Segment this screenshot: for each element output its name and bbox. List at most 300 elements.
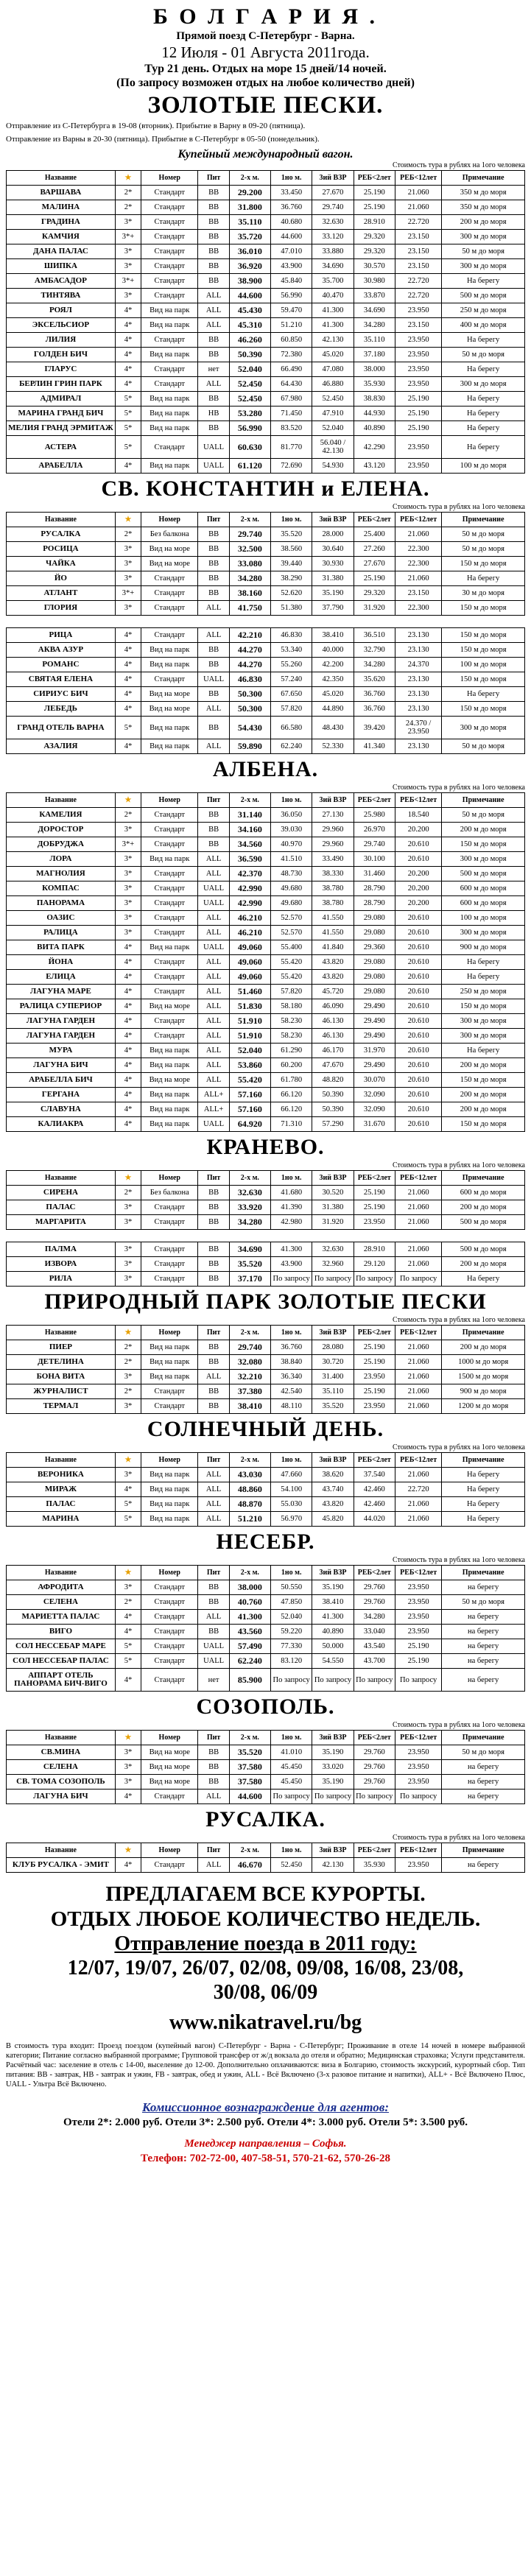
stars: 2*: [115, 186, 141, 200]
stars: 3*: [115, 1272, 141, 1287]
price-single: 55.420: [271, 970, 312, 985]
website-link[interactable]: www.nikatravel.ru/bg: [169, 2011, 362, 2034]
board: BB: [198, 1580, 229, 1595]
board: BB: [198, 717, 229, 739]
column-header: 3ий ВЗР: [312, 1326, 354, 1340]
price-child-12: 23.950: [395, 1775, 441, 1790]
room-type: Стандарт: [141, 926, 198, 940]
stars: 3*: [115, 601, 141, 616]
price-child-2: 29.490: [354, 999, 395, 1014]
price-child-2: 37.180: [354, 348, 395, 362]
price-child-2: 23.950: [354, 1399, 395, 1414]
price-child-12: По запросу: [395, 1669, 441, 1692]
price-child-12: 23.950: [395, 348, 441, 362]
column-header: РЕБ<2лет: [354, 1453, 395, 1468]
hotel-name: ЭКСЕЛЬСИОР: [7, 318, 116, 333]
hotel-name: АТЛАНТ: [7, 586, 116, 601]
room-type: Стандарт: [141, 1399, 198, 1414]
price-double: 52.450: [229, 377, 270, 392]
price-child-12: 23.950: [395, 436, 441, 459]
board: BB: [198, 1340, 229, 1355]
price-single: 38.840: [271, 1355, 312, 1370]
price-single: 53.340: [271, 643, 312, 658]
stars: 3*: [115, 1399, 141, 1414]
price-child-2: 29.080: [354, 926, 395, 940]
hotel-name: ВИТА ПАРК: [7, 940, 116, 955]
price-child-12: 25.190: [395, 421, 441, 436]
stars: 4*: [115, 1014, 141, 1029]
price-single: 45.450: [271, 1775, 312, 1790]
room-type: Стандарт: [141, 1654, 198, 1669]
column-header: Пит: [198, 171, 229, 186]
price-extra-adult: 41.550: [312, 926, 354, 940]
price-child-12: 23.130: [395, 739, 441, 754]
price-child-12: 20.610: [395, 1044, 441, 1058]
commission-title: Комиссионное вознаграждение для агентов:: [141, 2100, 390, 2114]
note: 500 м до моря: [442, 289, 525, 303]
column-header: Пит: [198, 1326, 229, 1340]
stars: 4*: [115, 955, 141, 970]
price-child-2: 31.460: [354, 867, 395, 881]
board: ALL: [198, 702, 229, 717]
price-double: 42.210: [229, 628, 270, 643]
price-child-2: 29.760: [354, 1775, 395, 1790]
column-header: Название: [7, 1566, 116, 1580]
price-child-2: 29.490: [354, 1014, 395, 1029]
fine-print: В стоимость тура входит: Проезд поездом (купейный вагон) С-Петербург - Варна - С-Петербург; Проживание в отеле 14 ночей в номере выбранной категории; Питание согласно выбранной программе; Групповой трансфер от ж/д вокзала до отеля и обратно; Медицинская страховка; Услуги представителя. Расчётный час: заселение в отель с 14-00, выселение до 12-00. Дополнительно оплачиваются: виза в Болгарию, стоимость экскурсий, курортный сбор. Тип питания: BB - завтрак, HB - завтрак и ужин, FB - завтрак, обед и ужин, ALL - Всё Включено (3-х разовое питание и напитки), ALL+ - Всё Включено Плюс, UALL - Ультра Всё Включено.: [6, 2042, 525, 2088]
price-double: 35.520: [229, 1745, 270, 1760]
table-row: [7, 658, 525, 672]
price-single: 55.420: [271, 955, 312, 970]
table-caption: Стоимость тура в рублях на 1ого человека: [393, 1556, 525, 1564]
star-icon: ★: [115, 1843, 141, 1858]
hotel-name: СВ. ТОМА СОЗОПОЛЬ: [7, 1775, 116, 1790]
note: 600 м до моря: [442, 896, 525, 911]
price-extra-adult: По запросу: [312, 1669, 354, 1692]
price-child-12: 23.150: [395, 230, 441, 244]
price-single: 36.340: [271, 1370, 312, 1384]
board: BB: [198, 823, 229, 837]
price-extra-adult: По запросу: [312, 1790, 354, 1804]
price-double: 61.120: [229, 459, 270, 474]
stars: 3*: [115, 244, 141, 259]
price-child-12: 21.060: [395, 1468, 441, 1482]
column-header: Номер: [141, 1326, 198, 1340]
price-child-12: 20.610: [395, 1058, 441, 1073]
price-child-2: 43.700: [354, 1654, 395, 1669]
price-single: 43.900: [271, 1257, 312, 1272]
price-extra-adult: 29.960: [312, 837, 354, 852]
departure-info-1: Отправление из С-Петербурга в 19-08 (вторник). Прибытие в Варну в 09-20 (пятница).: [6, 122, 306, 130]
note: 1200 м до моря: [442, 1399, 525, 1414]
price-double: 38.900: [229, 274, 270, 289]
price-child-12: 25.190: [395, 407, 441, 421]
price-child-2: 29.320: [354, 586, 395, 601]
price-child-12: 20.610: [395, 955, 441, 970]
board: ALL: [198, 867, 229, 881]
column-header: Название: [7, 1453, 116, 1468]
price-child-2: 29.490: [354, 1058, 395, 1073]
hotel-name: МЕЛИЯ ГРАНД ЭРМИТАЖ: [7, 421, 116, 436]
column-header: РЕБ<12лет: [395, 1843, 441, 1858]
board: ALL: [198, 999, 229, 1014]
room-type: Вид на море: [141, 542, 198, 557]
table-row: [7, 896, 525, 911]
hotel-name: МАРИНА: [7, 1512, 116, 1527]
column-header: Название: [7, 1843, 116, 1858]
hotel-name: ЧАЙКА: [7, 557, 116, 571]
price-child-12: 20.610: [395, 1102, 441, 1117]
note: 500 м до моря: [442, 1242, 525, 1257]
table-row: [7, 1186, 525, 1200]
note: На берегу: [442, 421, 525, 436]
board: UALL: [198, 459, 229, 474]
board: ALL: [198, 1468, 229, 1482]
stars: 3*: [115, 867, 141, 881]
board: ALL: [198, 1610, 229, 1625]
price-child-12: 21.060: [395, 527, 441, 542]
hotel-name: ЛЕБЕДЬ: [7, 702, 116, 717]
table-caption: Стоимость тура в рублях на 1ого человека: [393, 161, 525, 169]
room-type: Вид на парк: [141, 852, 198, 867]
price-child-2: 25.190: [354, 1186, 395, 1200]
page-title: Б О Л Г А Р И Я .: [152, 4, 379, 29]
price-child-2: 25.190: [354, 1200, 395, 1215]
note: 50 м до моря: [442, 348, 525, 362]
board: UALL: [198, 436, 229, 459]
price-single: 57.240: [271, 672, 312, 687]
price-child-12: 21.060: [395, 571, 441, 586]
note: На берегу: [442, 333, 525, 348]
column-header: Название: [7, 1731, 116, 1745]
price-single: 72.380: [271, 348, 312, 362]
stars: 3*: [115, 823, 141, 837]
column-header: Название: [7, 171, 116, 186]
note: 1000 м до моря: [442, 1355, 525, 1370]
price-child-2: 38.000: [354, 362, 395, 377]
room-type: Вид на парк: [141, 1117, 198, 1132]
column-header: 1но м.: [271, 1566, 312, 1580]
price-single: 41.300: [271, 1242, 312, 1257]
stars: 3*: [115, 571, 141, 586]
table-row: [7, 867, 525, 881]
table-row: [7, 852, 525, 867]
board: ALL: [198, 926, 229, 940]
table-row: [7, 672, 525, 687]
price-child-12: 20.200: [395, 896, 441, 911]
price-extra-adult: 32.630: [312, 215, 354, 230]
price-extra-adult: 46.130: [312, 1014, 354, 1029]
price-single: 36.760: [271, 200, 312, 215]
hotel-name: ПАЛМА: [7, 1242, 116, 1257]
dates-line: 12 Июля - 01 Августа 2011года.: [161, 43, 370, 61]
price-double: 33.920: [229, 1200, 270, 1215]
hotel-name: ДАНА ПАЛАС: [7, 244, 116, 259]
column-header: Примечание: [442, 171, 525, 186]
table-row: [7, 186, 525, 200]
price-extra-adult: 41.300: [312, 303, 354, 318]
price-single: 71.450: [271, 407, 312, 421]
price-extra-adult: 50.000: [312, 1639, 354, 1654]
price-double: 51.830: [229, 999, 270, 1014]
price-double: 51.910: [229, 1014, 270, 1029]
price-double: 51.910: [229, 1029, 270, 1044]
board: BB: [198, 1272, 229, 1287]
table-row: [7, 1654, 525, 1669]
price-single: 46.830: [271, 628, 312, 643]
price-single: По запросу: [271, 1272, 312, 1287]
board: ALL: [198, 1058, 229, 1073]
promo-line-2: ОТДЫХ ЛЮБОЕ КОЛИЧЕСТВО НЕДЕЛЬ.: [50, 1907, 481, 1931]
table-row: [7, 318, 525, 333]
price-extra-adult: 43.820: [312, 970, 354, 985]
hotel-name: ВИГО: [7, 1625, 116, 1639]
room-type: Вид на море: [141, 1745, 198, 1760]
column-header: 3ий ВЗР: [312, 1566, 354, 1580]
hotel-name: ТЕРМАЛ: [7, 1399, 116, 1414]
board: BB: [198, 1186, 229, 1200]
price-child-12: 18.540: [395, 808, 441, 823]
board: UALL: [198, 940, 229, 955]
room-type: Стандарт: [141, 985, 198, 999]
board: ALL: [198, 1044, 229, 1058]
price-extra-adult: 46.880: [312, 377, 354, 392]
room-type: Вид на парк: [141, 421, 198, 436]
price-single: 47.660: [271, 1468, 312, 1482]
price-extra-adult: 29.740: [312, 200, 354, 215]
table-row: [7, 230, 525, 244]
room-type: Стандарт: [141, 601, 198, 616]
price-double: 37.380: [229, 1384, 270, 1399]
price-single: 83.520: [271, 421, 312, 436]
room-type: Стандарт: [141, 837, 198, 852]
note: на берегу: [442, 1625, 525, 1639]
note: 150 м до моря: [442, 672, 525, 687]
price-child-2: 25.980: [354, 808, 395, 823]
note: на берегу: [442, 1858, 525, 1873]
price-child-2: 30.070: [354, 1073, 395, 1088]
hotel-name: ДОРОСТОР: [7, 823, 116, 837]
note: 200 м до моря: [442, 823, 525, 837]
price-extra-adult: 28.080: [312, 1340, 354, 1355]
price-child-12: 22.720: [395, 215, 441, 230]
stars: 4*: [115, 672, 141, 687]
hotel-name: ПАЛАС: [7, 1200, 116, 1215]
price-child-12: 23.950: [395, 1580, 441, 1595]
table-row: [7, 881, 525, 896]
hotel-name: ЕЛИЦА: [7, 970, 116, 985]
price-double: 46.210: [229, 911, 270, 926]
price-child-12: 20.610: [395, 837, 441, 852]
price-child-12: 23.950: [395, 459, 441, 474]
price-single: 64.430: [271, 377, 312, 392]
hotel-name: СОЛ НЕССЕБАР ПАЛАС: [7, 1654, 116, 1669]
column-header: РЕБ<2лет: [354, 1326, 395, 1340]
price-table-zolotye: [6, 170, 525, 474]
price-double: 57.160: [229, 1102, 270, 1117]
price-child-2: 29.490: [354, 1029, 395, 1044]
note: 150 м до моря: [442, 1073, 525, 1088]
price-table-kranevo-2: [6, 1242, 525, 1287]
price-child-2: 31.970: [354, 1044, 395, 1058]
note: На берегу: [442, 955, 525, 970]
table-row: [7, 911, 525, 926]
hotel-name: РУСАЛКА: [7, 527, 116, 542]
price-child-2: 29.320: [354, 244, 395, 259]
table-row: [7, 200, 525, 215]
price-double: 38.000: [229, 1580, 270, 1595]
price-single: 59.220: [271, 1625, 312, 1639]
price-extra-adult: 30.720: [312, 1355, 354, 1370]
room-type: Вид на парк: [141, 1482, 198, 1497]
table-row: [7, 1058, 525, 1073]
column-header: Примечание: [442, 1453, 525, 1468]
table-row: [7, 1745, 525, 1760]
note: 350 м до моря: [442, 200, 525, 215]
price-child-2: 28.790: [354, 896, 395, 911]
price-extra-adult: 52.040: [312, 421, 354, 436]
price-single: 66.120: [271, 1088, 312, 1102]
price-child-2: 28.910: [354, 215, 395, 230]
column-header: Пит: [198, 1843, 229, 1858]
price-child-2: 42.290: [354, 436, 395, 459]
price-single: 66.490: [271, 362, 312, 377]
room-type: Стандарт: [141, 244, 198, 259]
price-child-12: 23.950: [395, 362, 441, 377]
hotel-name: РОМАНС: [7, 658, 116, 672]
hotel-name: СВ.МИНА: [7, 1745, 116, 1760]
stars: 3*: [115, 289, 141, 303]
table-header-row: [7, 171, 525, 186]
price-extra-adult: 38.410: [312, 1595, 354, 1610]
stars: 5*: [115, 1512, 141, 1527]
table-row: [7, 1029, 525, 1044]
price-double: 41.750: [229, 601, 270, 616]
hotel-name: ЛАГУНА МАРЕ: [7, 985, 116, 999]
price-child-2: 25.190: [354, 571, 395, 586]
column-header: Номер: [141, 1171, 198, 1186]
price-child-12: 20.200: [395, 823, 441, 837]
table-header-row: [7, 1731, 525, 1745]
stars: 4*: [115, 333, 141, 348]
hotel-name: СИРИУС БИЧ: [7, 687, 116, 702]
hotel-name: ИЗВОРА: [7, 1257, 116, 1272]
price-child-2: 37.540: [354, 1468, 395, 1482]
note: 600 м до моря: [442, 881, 525, 896]
table-row: [7, 421, 525, 436]
departure-dates-1: 12/07, 19/07, 26/07, 02/08, 09/08, 16/08, 23/08,: [67, 1957, 464, 1979]
column-header: РЕБ<2лет: [354, 793, 395, 808]
note: 900 м до моря: [442, 1384, 525, 1399]
column-header: Номер: [141, 171, 198, 186]
room-type: Стандарт: [141, 1200, 198, 1215]
price-child-2: По запросу: [354, 1790, 395, 1804]
price-single: 71.310: [271, 1117, 312, 1132]
room-type: Стандарт: [141, 586, 198, 601]
stars: 5*: [115, 407, 141, 421]
price-double: 62.240: [229, 1654, 270, 1669]
price-child-12: 20.610: [395, 1088, 441, 1102]
table-row: [7, 586, 525, 601]
header: [6, 4, 525, 90]
price-child-12: 21.060: [395, 1200, 441, 1215]
table-caption: Стоимость тура в рублях на 1ого человека: [393, 1316, 525, 1324]
column-header: Пит: [198, 793, 229, 808]
board: BB: [198, 1384, 229, 1399]
note: 100 м до моря: [442, 911, 525, 926]
price-single: 41.010: [271, 1745, 312, 1760]
price-extra-adult: 41.840: [312, 940, 354, 955]
column-header: 2-х м.: [229, 1326, 270, 1340]
column-header: Примечание: [442, 513, 525, 527]
price-child-2: 34.280: [354, 658, 395, 672]
price-double: 44.270: [229, 658, 270, 672]
stars: 4*: [115, 739, 141, 754]
note: на берегу: [442, 1760, 525, 1775]
price-double: 46.670: [229, 1858, 270, 1873]
price-child-2: 29.320: [354, 230, 395, 244]
room-type: Вид на парк: [141, 1497, 198, 1512]
price-extra-adult: 42.350: [312, 672, 354, 687]
price-extra-adult: 31.380: [312, 571, 354, 586]
price-double: 37.170: [229, 1272, 270, 1287]
stars: 3*+: [115, 230, 141, 244]
column-header: Пит: [198, 513, 229, 527]
note: 150 м до моря: [442, 999, 525, 1014]
note: 150 м до моря: [442, 601, 525, 616]
room-type: Стандарт: [141, 436, 198, 459]
stars: 4*: [115, 658, 141, 672]
stars: 2*: [115, 1384, 141, 1399]
price-child-12: 23.150: [395, 244, 441, 259]
hotel-name: ЛАГУНА ГАРДЕН: [7, 1014, 116, 1029]
board: BB: [198, 259, 229, 274]
price-child-12: 20.610: [395, 1073, 441, 1088]
table-row: [7, 1355, 525, 1370]
stars: 3*: [115, 542, 141, 557]
note: На берегу: [442, 274, 525, 289]
price-double: 64.920: [229, 1117, 270, 1132]
section-title-sunny-day: СОЛНЕЧНЫЙ ДЕНЬ.: [147, 1417, 384, 1441]
table-row: [7, 1760, 525, 1775]
price-extra-adult: 38.780: [312, 881, 354, 896]
room-type: Стандарт: [141, 1858, 198, 1873]
price-child-2: 29.080: [354, 911, 395, 926]
price-child-2: 32.790: [354, 643, 395, 658]
table-row: [7, 333, 525, 348]
price-double: 32.630: [229, 1186, 270, 1200]
board: BB: [198, 687, 229, 702]
table-row: [7, 1625, 525, 1639]
price-extra-adult: 45.020: [312, 348, 354, 362]
table-row: [7, 215, 525, 230]
price-single: 49.680: [271, 896, 312, 911]
table-row: [7, 717, 525, 739]
hotel-name: ШИПКА: [7, 259, 116, 274]
board: ALL: [198, 303, 229, 318]
room-type: Вид на парк: [141, 1340, 198, 1355]
price-child-12: 20.200: [395, 881, 441, 896]
price-single: 60.850: [271, 333, 312, 348]
room-type: Стандарт: [141, 1790, 198, 1804]
price-child-2: По запросу: [354, 1272, 395, 1287]
board: ALL: [198, 1073, 229, 1088]
price-extra-adult: 34.690: [312, 259, 354, 274]
price-child-2: 31.670: [354, 1117, 395, 1132]
board: ALL: [198, 601, 229, 616]
table-row: [7, 1399, 525, 1414]
price-table-nesebr: [6, 1565, 525, 1692]
